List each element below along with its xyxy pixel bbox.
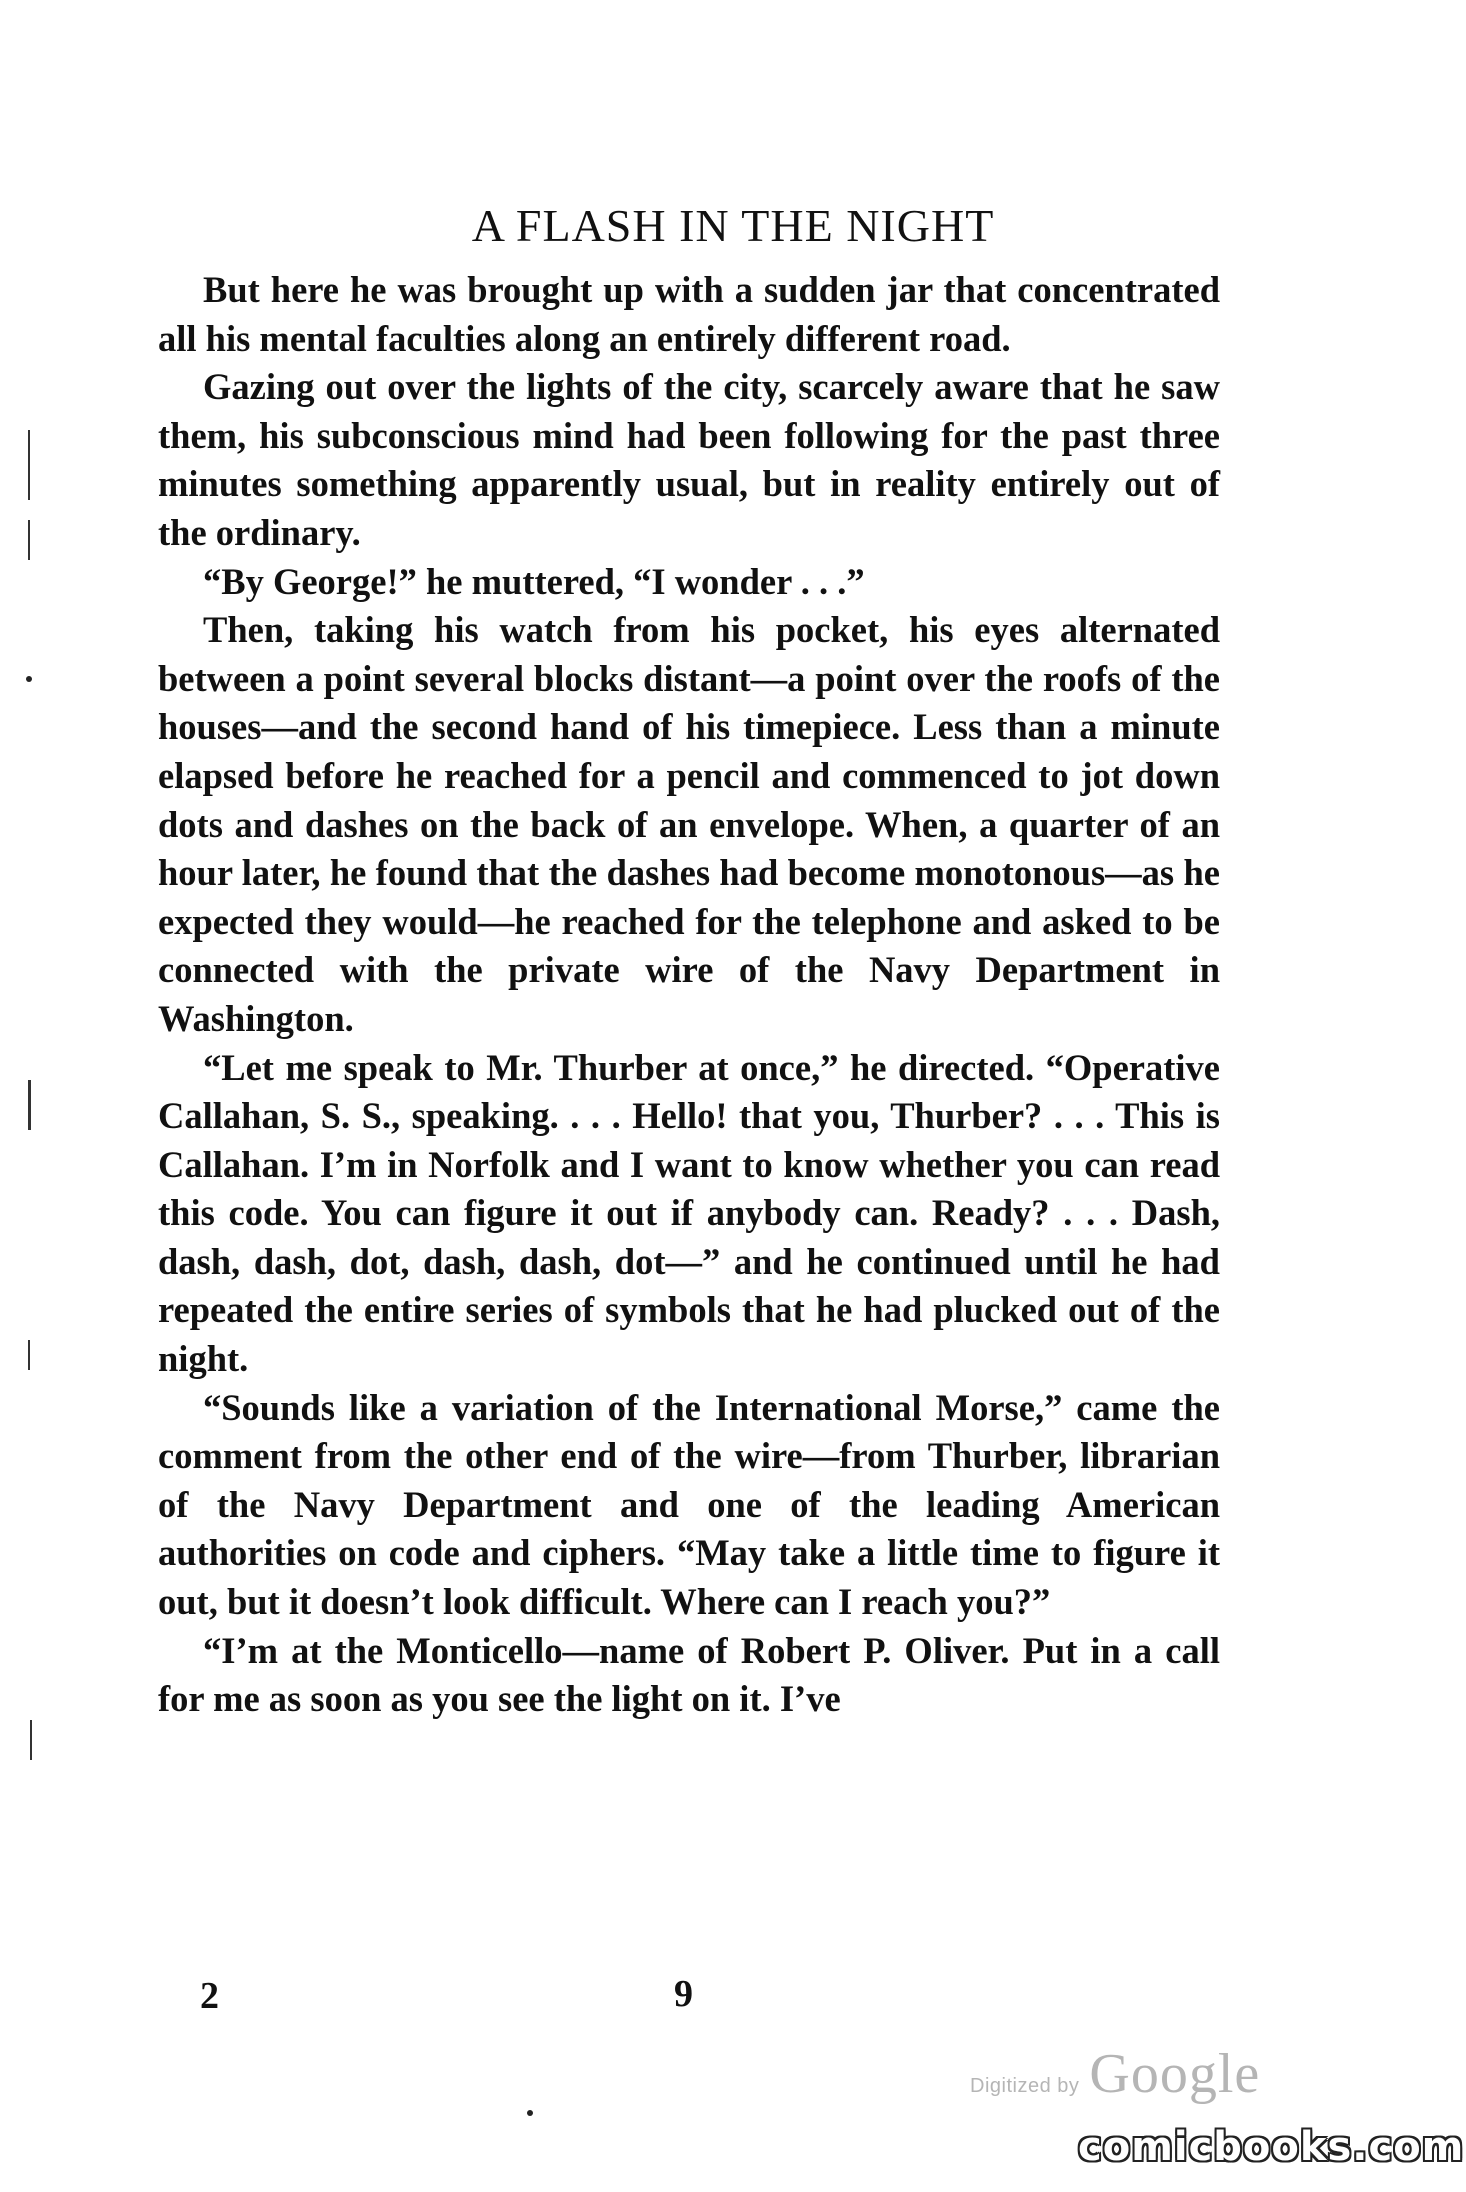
paragraph: “By George!” he muttered, “I wonder . . .” — [203, 560, 865, 602]
paragraph: “I’m at the Monticello—name of Robert P. Oliver. Put in a call for me as soon as you see the light on it. I’ve — [158, 1629, 1220, 1720]
paragraph: Then, taking his watch from his pocket, his eyes alternated between a point several blocks distant—a point over the roofs of the houses—and the second hand of his timepiece. Less than a minute elapsed before he reached for a pencil and commenced to jot down dots and dashes on the back of an envelope. When, a quarter of an hour later, he found that the dashes had become monotonous—as he expected they would—he reached for the telephone and asked to be connected with the private wire of the Navy Department in Washington. — [158, 609, 1220, 1039]
body-text — [158, 266, 1220, 1724]
signature-mark: 2 — [200, 1975, 219, 2017]
scan-margin-mark — [28, 1340, 30, 1370]
digitized-prefix: Digitized by — [970, 2075, 1080, 2097]
scan-dot — [527, 2110, 533, 2116]
page-title: A FLASH IN THE NIGHT — [471, 199, 995, 251]
google-logo: Google — [1089, 2043, 1261, 2105]
scan-margin-mark — [30, 1720, 32, 1760]
page-number: 9 — [674, 1973, 693, 2015]
digitized-by-stamp — [970, 2042, 1260, 2106]
paragraph: “Let me speak to Mr. Thurber at once,” he directed. “Operative Callahan, S. S., speaking. . . . Hello! that you, Thurber? . . . This is Callahan. I’m in Norfolk and I want to know whether you can read this code. You can figure it out if anybody can. Ready? . . . Dash, dash, dash, dot, dash, dash, dot—” and he continued until he had repeated the entire series of symbols that he had plucked out of the night. — [158, 1046, 1220, 1380]
paragraph: But here he was brought up with a sudden jar that concentrated all his mental faculties along an entirely different road. — [158, 269, 1220, 359]
scan-margin-mark — [28, 1080, 31, 1130]
scan-dot — [26, 676, 32, 682]
paragraph: “Sounds like a variation of the International Morse,” came the comment from the other end of the wire—from Thurber, librarian of the Navy Department and one of the leading American authorities on code and ciphers. “May take a little time to figure it out, but it doesn’t look difficult. Where can I reach you?” — [158, 1386, 1220, 1623]
paragraph: Gazing out over the lights of the city, scarcely aware that he saw them, his subconscious mind had been following for the past three minutes something apparently usual, but in reality entirely out of the ordinary. — [158, 366, 1220, 553]
watermark: comicbooks.com — [1078, 2124, 1465, 2170]
scan-margin-mark — [28, 430, 30, 500]
scan-margin-mark — [28, 520, 30, 560]
